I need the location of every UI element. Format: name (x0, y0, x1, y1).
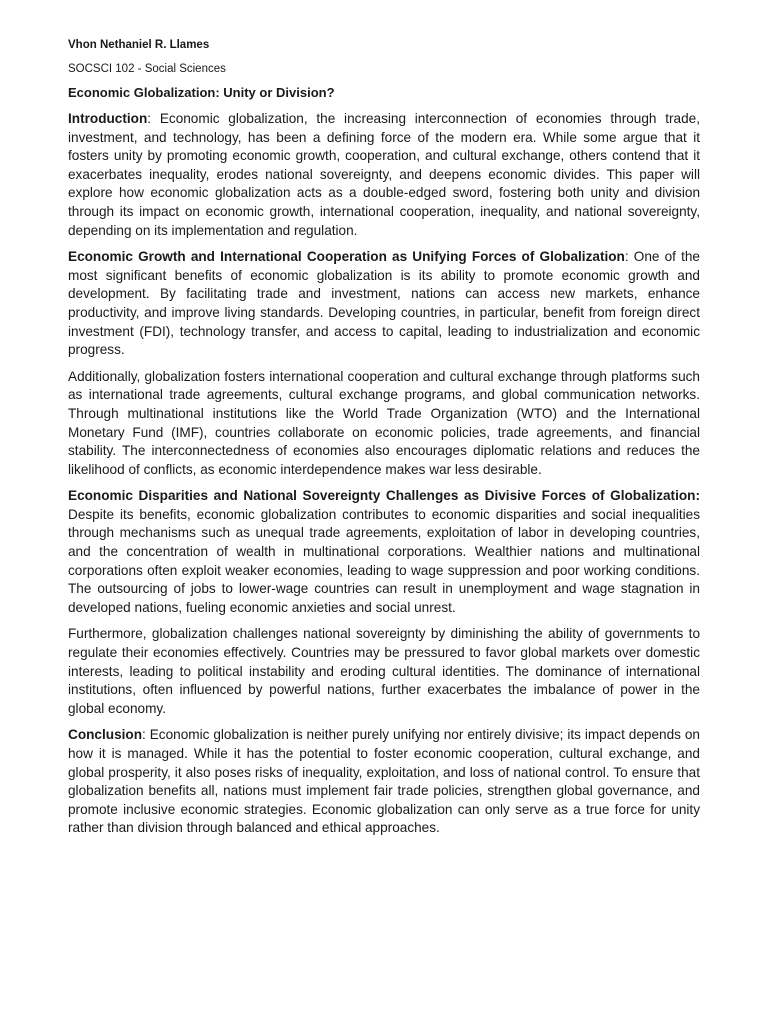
paragraph-heading: Economic Disparities and National Sovereignty Challenges as Divisive Forces of Globalization: (68, 488, 700, 504)
paragraph-conclusion (68, 726, 700, 838)
paragraph-heading: Economic Growth and International Cooperation as Unifying Forces of Globalization (68, 249, 625, 265)
paragraph-text: Furthermore, globalization challenges national sovereignty by diminishing the ability of governments to regulate their economies effectively. Countries may be pressured to favor global markets over domestic interests, leading to political instability and eroding cultural identities. The dominance of international institutions, often influenced by powerful nations, further exacerbates the imbalance of power in the global economy. (68, 626, 700, 716)
paragraph-heading: Introduction (68, 111, 148, 126)
paragraph-text: Economic globalization is neither purely unifying nor entirely divisive; its impact depends on how it is managed. While it has the potential to foster economic cooperation, cultural exchange, and global prosperity, it also poses risks of inequality, exploitation, and loss of national control. To ensure that globalization benefits all, nations must implement fair trade policies, strengthen global governance, and promote inclusive economic strategies. Economic globalization can only serve as a true force for unity rather than division through balanced and ethical approaches. (68, 727, 700, 836)
paragraph-cooperation (68, 368, 700, 480)
paragraph-divisive-forces (68, 487, 700, 617)
paragraph-text: Economic globalization, the increasing interconnection of economies through trade, investment, and technology, has been a defining force of the modern era. While some argue that it fosters unity by promoting economic growth, cooperation, and cultural exchange, others contend that it exacerbates inequality, erodes national sovereignty, and deepens economic divides. This paper will explore how economic globalization acts as a double-edged sword, fostering both unity and division through its impact on economic growth, international cooperation, inequality, and national sovereignty, depending on its implementation and regulation. (68, 111, 700, 238)
paragraph-sovereignty (68, 625, 700, 718)
author-name: Vhon Nethaniel R. Llames (68, 39, 210, 51)
heading-separator: : (147, 111, 160, 126)
document-body (68, 36, 700, 846)
paragraph-text: One of the most significant benefits of economic globalization is its ability to promote economic growth and development. By facilitating trade and investment, nations can access new markets, enhance productivity, and improve living standards. Developing countries, in particular, benefit from foreign direct investment (FDI), technology transfer, and access to capital, leading to industrialization and economic progress. (68, 249, 700, 358)
heading-separator: : (624, 249, 634, 265)
paragraph-text: Despite its benefits, economic globalization contributes to economic disparities and social inequalities through mechanisms such as unequal trade agreements, exploitation of labor in developing countries, and the concentration of wealth in multinational corporations. Wealthier nations and multinational corporations often exploit weaker economies, leading to wage suppression and poor working conditions. The outsourcing of jobs to lower-wage countries can result in unemployment and wage stagnation in developed nations, fueling economic anxieties and social unrest. (68, 506, 700, 615)
paragraph-unifying-forces (68, 248, 700, 360)
paragraph-text: Additionally, globalization fosters international cooperation and cultural exchange through platforms such as international trade agreements, cultural exchange programs, and global communication networks. Through multinational institutions like the World Trade Organization (WTO) and the International Monetary Fund (IMF), countries collaborate on economic policies, trade agreements, and financial stability. The interconnectedness of economies also encourages diplomatic relations and reduces the likelihood of conflicts, as economic interdependence makes war less desirable. (68, 368, 700, 477)
paragraph-heading: Conclusion (68, 727, 143, 743)
paragraph-introduction (68, 110, 700, 240)
essay-title: Economic Globalization: Unity or Division? (68, 85, 335, 100)
course-name: SOCSCI 102 - Social Sciences (68, 63, 226, 75)
heading-separator: : (142, 727, 150, 743)
